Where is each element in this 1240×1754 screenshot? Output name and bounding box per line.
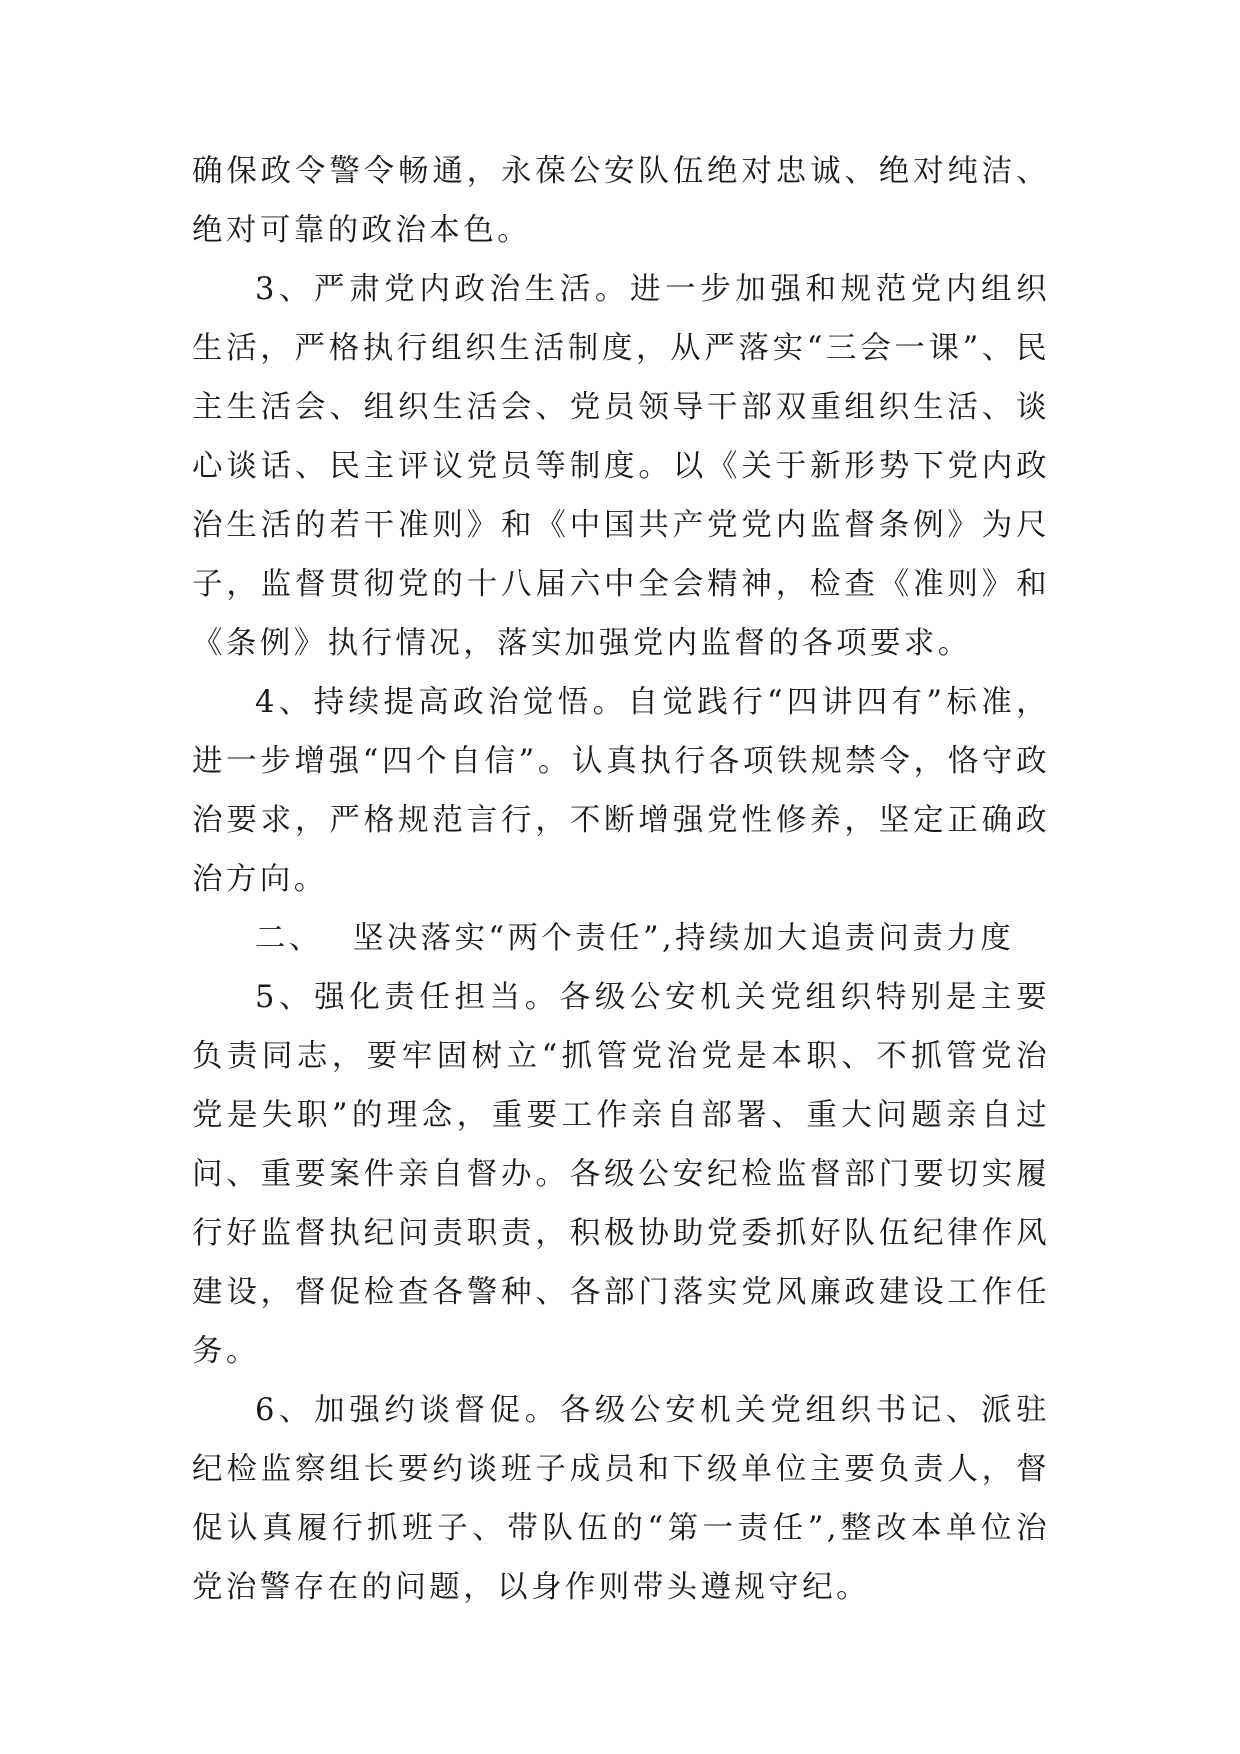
document-body — [192, 142, 1050, 1617]
paragraph-item-5: 5、强化责任担当。各级公安机关党组织特别是主要负责同志，要牢固树立“抓管党治党是本职、不抓管党治党是失职”的理念，重要工作亲自部署、重大问题亲自过问、重要案件亲自督办。各级公安纪检监督部门要切实履行好监督执纪问责职责，积极协助党委抓好队伍纪律作风建设，督促检查各警种、各部门落实党风廉政建设工作任务。 — [192, 980, 1050, 1369]
paragraph-continuation: 确保政令警令畅通，永葆公安队伍绝对忠诚、绝对纯洁、绝对可靠的政治本色。 — [192, 154, 1050, 248]
section-heading-title: 坚决落实“两个责任”,持续加大追责问责力度 — [352, 921, 1015, 956]
section-heading-number: 二、 — [255, 921, 323, 956]
paragraph-item-4: 4、持续提高政治觉悟。自觉践行“四讲四有”标准，进一步增强“四个自信”。认真执行各项铁规禁令，恪守政治要求，严格规范言行，不断增强党性修养，坚定正确政治方向。 — [192, 685, 1050, 897]
paragraph-item-6: 6、加强约谈督促。各级公安机关党组织书记、派驻纪检监察组长要约谈班子成员和下级单位主要负责人，督促认真履行抓班子、带队伍的“第一责任”,整改本单位治党治警存在的问题，以身作则带头遵规守纪。 — [192, 1393, 1050, 1605]
paragraph-item-3: 3、严肃党内政治生活。进一步加强和规范党内组织生活，严格执行组织生活制度，从严落实“三会一课”、民主生活会、组织生活会、党员领导干部双重组织生活、谈心谈话、民主评议党员等制度。以《关于新形势下党内政治生活的若干准则》和《中国共产党党内监督条例》为尺子，监督贯彻党的十八届六中全会精神，检查《准则》和《条例》执行情况，落实加强党内监督的各项要求。 — [192, 272, 1050, 661]
section-heading-2 — [192, 909, 1050, 968]
